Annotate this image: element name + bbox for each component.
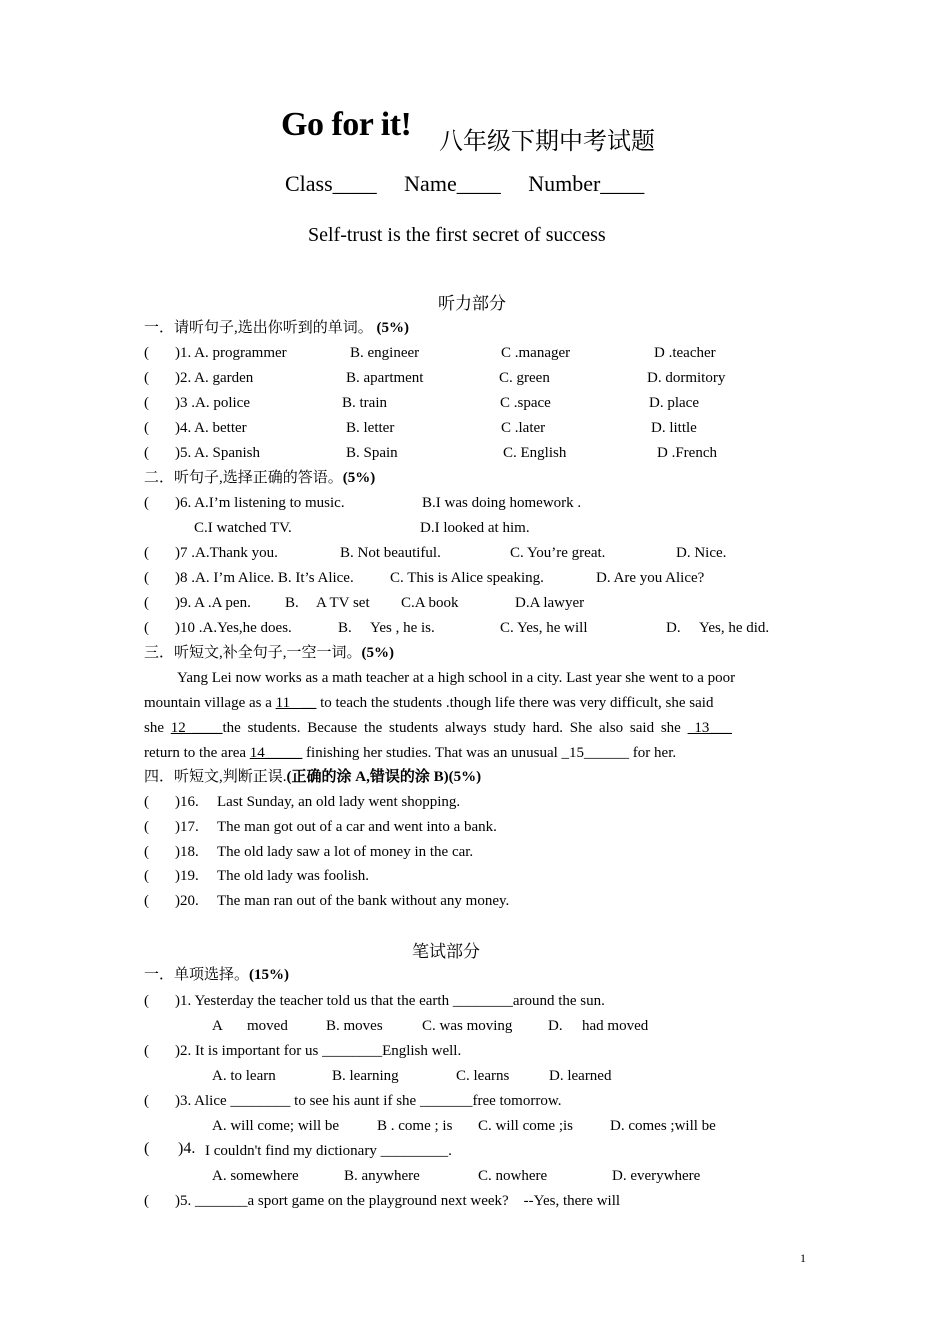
written-question-4: I couldn't find my dictionary _________. [205,1143,452,1159]
option-d: D.I looked at him. [420,520,530,536]
statement-17: The man got out of a car and went into a bank. [217,819,497,835]
passage-line-1: Yang Lei now works as a math teacher at a high school in a city. Last year she went to a poor [177,670,736,686]
answer-paren[interactable]: ( [144,993,149,1009]
answer-paren[interactable]: ( [144,570,149,586]
option-a: A. somewhere [212,1168,299,1184]
answer-paren[interactable]: ( [144,893,149,909]
option-c: C .later [501,420,546,436]
blank-14[interactable]: 14_____ [249,745,303,761]
statement-20: The man ran out of the bank without any money. [217,893,510,909]
part3-label: 三．听短文,补全句子,一空一词。(5%) [144,645,395,661]
option-b: B. Spain [346,445,398,461]
answer-paren[interactable]: ( [144,1043,149,1059]
option-d: D. Are you Alice? [596,570,705,586]
question-3: )3 .A. police [175,395,250,411]
question-7: )7 .A.Thank you. [175,545,278,561]
option-b: B. moves [326,1018,383,1034]
part1-label: 一．请听句子,选出你听到的单词。 (5%) [144,320,410,336]
option-c: C .space [500,395,551,411]
statement-18: The old lady saw a lot of money in the car. [217,844,474,860]
title-english: Go for it! [281,106,412,143]
question-10: )10 .A.Yes,he does. [175,620,292,636]
option-c: C. learns [456,1068,510,1084]
option-b: Yes , he is. [370,620,435,636]
option-a: A. to learn [212,1068,276,1084]
option-c: C. This is Alice speaking. [390,570,544,586]
option-c: C. Yes, he will [500,620,588,636]
option-d-letter: D. [548,1018,563,1034]
answer-paren[interactable]: ( [144,1193,149,1209]
question-16: )16. [175,794,199,810]
listening-heading: 听力部分 [438,294,506,313]
passage-line-2: mountain village as a 11 __ to teach the students .though life there was very difficult, she said [144,695,714,711]
option-d: D. comes ;will be [610,1118,716,1134]
option-d: D .teacher [654,345,716,361]
option-b-letter: B. [338,620,352,636]
passage-line-4: return to the area 14_____ finishing her studies. That was an unusual _15______ for her. [144,745,677,761]
question-17: )17. [175,819,199,835]
option-b: B. train [342,395,387,411]
option-d: D .French [657,445,717,461]
option-b: B . come ; is [377,1118,453,1134]
option-b: B. learning [332,1068,399,1084]
answer-paren[interactable]: ( [144,819,149,835]
option-c: C.A book [401,595,459,611]
option-b-letter: B. [285,595,299,611]
answer-paren[interactable]: ( [144,868,149,884]
page-number: 1 [800,1251,806,1265]
answer-paren[interactable]: ( [144,345,149,361]
written-question-3: )3. Alice ________ to see his aunt if she _______free tomorrow. [175,1093,562,1109]
answer-paren[interactable]: ( [144,1140,150,1157]
answer-paren[interactable]: ( [144,495,149,511]
option-d: D. dormitory [647,370,726,386]
part4-label: 四．听短文,判断正误.(正确的涂 A,错误的涂 B)(5%) [144,769,482,785]
option-c: C.I watched TV. [194,520,292,536]
option-d: had moved [582,1018,649,1034]
option-a-letter: A [212,1018,223,1034]
question-19: )19. [175,868,199,884]
answer-paren[interactable]: ( [144,794,149,810]
option-b: B.I was doing homework . [422,495,582,511]
option-d-letter: D. [666,620,681,636]
answer-paren[interactable]: ( [144,445,149,461]
written-question-5: )5. _______a sport game on the playground next week? --Yes, there will [175,1193,621,1209]
written-part1-label: 一．单项选择。(15%) [144,967,290,983]
option-c: C. English [503,445,567,461]
statement-19: The old lady was foolish. [217,868,370,884]
passage-line-3: she 12 ____the students. Because the students always study hard. She also said she 13___ [144,720,732,736]
question-1: )1. A. programmer [175,345,287,361]
question-6: )6. A.I’m listening to music. [175,495,345,511]
answer-paren[interactable]: ( [144,370,149,386]
option-b: B. apartment [346,370,424,386]
written-question-1: )1. Yesterday the teacher told us that the earth ________around the sun. [175,993,605,1009]
answer-paren[interactable]: ( [144,420,149,436]
question-18: )18. [175,844,199,860]
option-c: C. will come ;is [478,1118,573,1134]
option-d: D. place [649,395,699,411]
question-9: )9. A .A pen. [175,595,251,611]
question-4: )4. A. better [175,420,247,436]
option-b: B. Not beautiful. [340,545,441,561]
answer-paren[interactable]: ( [144,545,149,561]
option-c: C .manager [501,345,571,361]
option-b: B. anywhere [344,1168,420,1184]
answer-paren[interactable]: ( [144,395,149,411]
part2-label: 二．听句子,选择正确的答语。(5%) [144,470,376,486]
option-c: C. was moving [422,1018,513,1034]
option-d: Yes, he did. [699,620,770,636]
blank-12[interactable]: 12 ____ [170,720,223,736]
option-c: C. nowhere [478,1168,548,1184]
motto: Self-trust is the first secret of success [308,224,606,246]
option-d: D.A lawyer [515,595,585,611]
blank-13[interactable]: 13___ [687,720,732,736]
question-5: )5. A. Spanish [175,445,261,461]
written-heading: 笔试部分 [412,942,480,961]
option-a: moved [247,1018,288,1034]
option-b: B. letter [346,420,395,436]
title-chinese: 八年级下期中考试题 [439,129,655,155]
option-d: D. Nice. [676,545,727,561]
question-20: )20. [175,893,199,909]
answer-paren[interactable]: ( [144,595,149,611]
option-d: D. everywhere [612,1168,701,1184]
option-b: A TV set [316,595,370,611]
student-info-line: Class____ Name____ Number____ [285,171,645,196]
answer-paren[interactable]: ( [144,1093,149,1109]
option-c: C. You’re great. [510,545,606,561]
option-d: D. learned [549,1068,612,1084]
option-a: A. will come; will be [212,1118,340,1134]
written-question-2: )2. It is important for us ________English well. [175,1043,462,1059]
question-8: )8 .A. I’m Alice. B. It’s Alice. [175,570,354,586]
option-d: D. little [651,420,697,436]
statement-16: Last Sunday, an old lady went shopping. [217,794,461,810]
written-question-4-number: )4. [178,1140,196,1157]
option-b: B. engineer [350,345,420,361]
option-c: C. green [499,370,550,386]
answer-paren[interactable]: ( [144,844,149,860]
answer-paren[interactable]: ( [144,620,149,636]
question-2: )2. A. garden [175,370,254,386]
blank-11[interactable]: 11 __ [275,695,317,711]
